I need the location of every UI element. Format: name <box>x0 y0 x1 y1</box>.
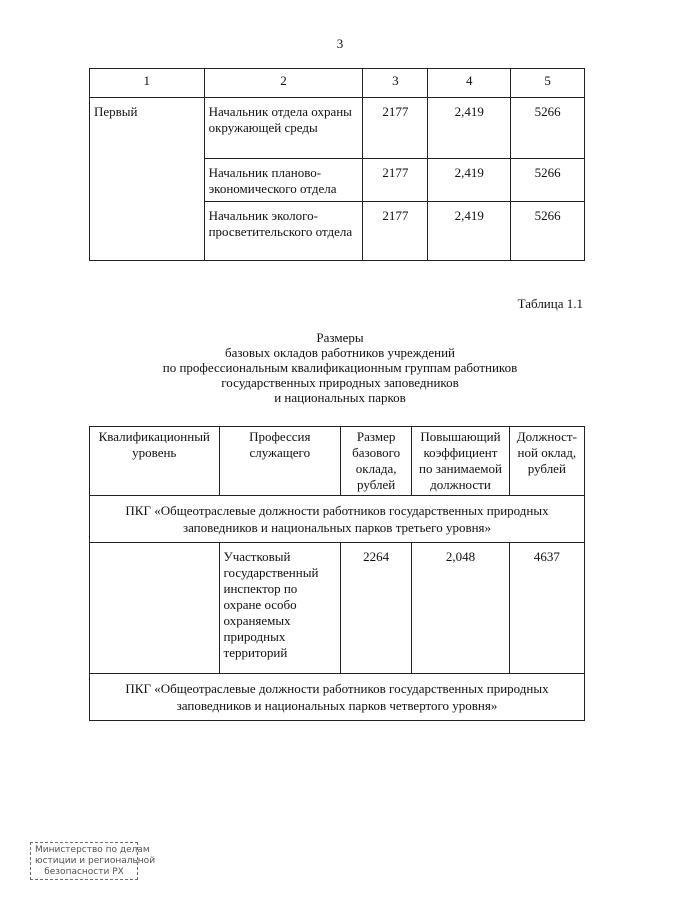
title-line: по профессиональным квалификационным группам работников <box>162 360 518 375</box>
salary-cell: 5266 <box>511 98 585 159</box>
base-salary-cell: 2177 <box>363 159 428 202</box>
header-profession: Профессия служащего <box>219 427 340 496</box>
title-line: Размеры <box>316 330 364 345</box>
table-label: Таблица 1.1 <box>517 296 583 311</box>
coefficient-cell: 2,419 <box>428 98 511 159</box>
position-cell: Начальник эколого-просветительского отдела <box>204 202 363 261</box>
base-salary-cell: 2264 <box>341 543 412 674</box>
column-number-3: 3 <box>363 69 428 98</box>
column-number-2: 2 <box>204 69 363 98</box>
salary-cell: 4637 <box>509 543 584 674</box>
title-line: и национальных парков <box>274 390 406 405</box>
column-number-4: 4 <box>428 69 511 98</box>
base-salary-cell: 2177 <box>363 98 428 159</box>
coefficient-cell: 2,419 <box>428 159 511 202</box>
salary-cell: 5266 <box>511 159 585 202</box>
base-salary-cell: 2177 <box>363 202 428 261</box>
group-row-third-level <box>90 496 585 543</box>
header-qualification-level: Квалификационный уровень <box>90 427 220 496</box>
title-line: базовых окладов работников учреждений <box>224 345 456 360</box>
qualification-level-cell: Первый <box>90 98 205 261</box>
continuation-table <box>89 68 585 261</box>
header-coefficient: Повышающий коэффициент по занимаемой должности <box>412 427 509 496</box>
position-cell: Начальник отдела охраны окружающей среды <box>204 98 363 159</box>
group-title: ПКГ «Общеотраслевые должности работников государственных природных заповедников и национальных парков четвертого уровня» <box>90 674 585 721</box>
registration-stamp <box>30 842 156 880</box>
coefficient-cell: 2,048 <box>412 543 509 674</box>
profession-cell: Участковый государственный инспектор по охране особо охраняемых природных территорий <box>219 543 340 674</box>
stamp-line: безопасности РХ <box>44 867 124 877</box>
stamp-line: юстиции и региональной <box>35 856 156 866</box>
table-header-row <box>90 427 585 496</box>
group-title: ПКГ «Общеотраслевые должности работников государственных природных заповедников и национальных парков третьего уровня» <box>90 496 585 543</box>
header-salary: Должност-ной оклад, рублей <box>509 427 584 496</box>
coefficient-cell: 2,419 <box>428 202 511 261</box>
column-number-1: 1 <box>90 69 205 98</box>
salary-cell: 5266 <box>511 202 585 261</box>
table-row <box>90 543 585 674</box>
column-number-5: 5 <box>511 69 585 98</box>
table-row <box>90 98 585 159</box>
title-line: государственных природных заповедников <box>221 375 459 390</box>
salaries-table <box>89 426 585 721</box>
qualification-level-cell <box>90 543 220 674</box>
header-base-salary: Размер базового оклада, рублей <box>341 427 412 496</box>
table-header-row <box>90 69 585 98</box>
table-title <box>0 330 680 405</box>
group-row-fourth-level <box>90 674 585 721</box>
position-cell: Начальник планово-экономического отдела <box>204 159 363 202</box>
page-number: 3 <box>336 36 344 51</box>
stamp-line: Министерство по делам <box>35 845 150 855</box>
